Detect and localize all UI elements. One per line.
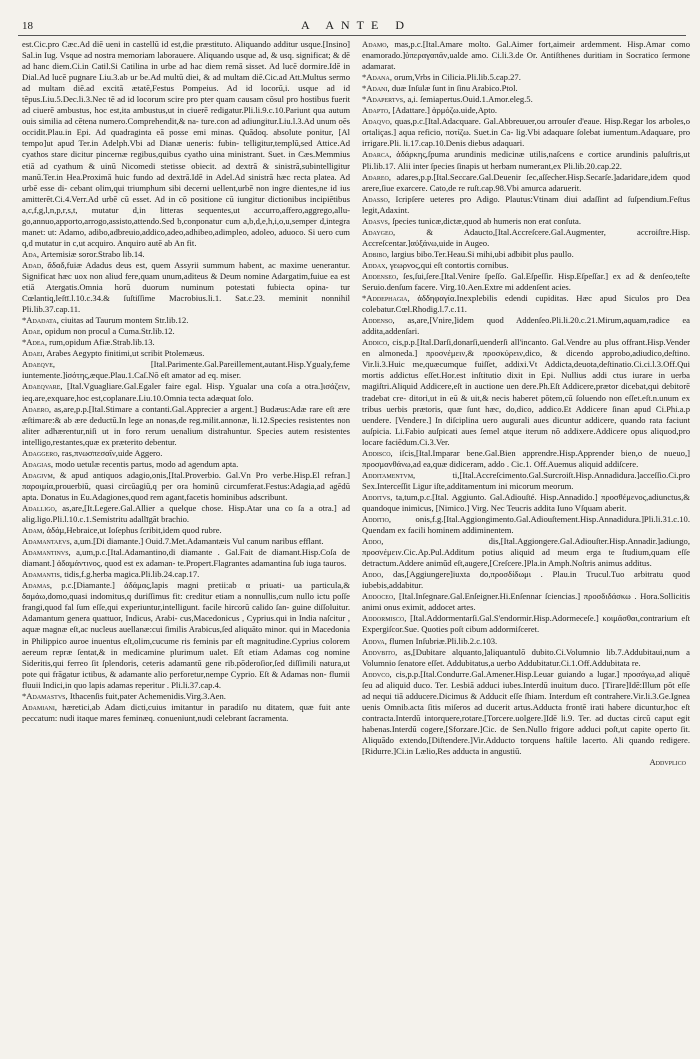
entry-headword: Adamas, xyxy=(22,580,53,591)
dictionary-entry xyxy=(22,569,350,580)
dictionary-entry xyxy=(362,271,690,293)
entry-text: est.Cic.pro Cæc.Ad diē ueni in castellū id est,die præstituto. Aliquando additur usque.[Insino] Sal.in Iug. Vsque ad nostra memoriam laborauere. Aliquando usque ad, & usq. significat; & dē ad hanc diem.Ci.in Catil.Si Catilina in urbe ad hac diem remā sisset. Ad lucē dormire.Idē in Dial.Ad lucē pugnare Liu.3.ab ur be.Ad multū diei, & ad multam diē.Cic.ad Att.Multus sermo ad multam diē.ad excitā ætatē,Festus Pompeius. Ad id locorū,i. usque ad id tēpus.Liu.5.Dec.li.3.Nec tē ad id locorum scire pro pter quam causam cōsul pro hostibus fuerit ad ciuerē ambustus, hoc est,ita ambustus,ut in ciuerē redigatur.Pli.li.9.c.10.Pariunt qua autum ouis similia ad cētena numero.Comprehendit,& na- ture.con ad adiungitur.Liu.l.3.Ad unum oēs occidit.Plau.in Epi. Ad quadraginta eā posse emi minas. Quādoq. absolute ponitur, [Al tempo]ut apud Ter.in Adelph.Vbi ad Dianæ ueneris: fubin- telligitur,templū,sed Attice.Ad cyathos stare dicitur pincernæ regibus,quibus cyatho uina ministrant. Suet. in Cæs.Memmius etiā ad cyathum & uinū Nicomedi stetisse obiecit. ad dextrā & sinistrā,subintelligitur manū.Ter.in Hea.Proximā huic fundo ad dextrā.Idē in Adel.Ad sinistrā hæc recta platea. Ad urbē esse di- cebant olim,qui triumphum sibi decerni uellent,urbē non ingre dientes,ne id ius amitterēt.Ci.4.Verr.Ad urbē cū esset. Ad in cō positione cū iungitur dictionibus incipiētibus a,c,f,g,l,n,p,r,s,t, mutatur d,in litteras sequentes,ut accurro,affero,aggrego,allu- go,annuo,apporto,arrogo,assisto,attendo.Sed b,conponatur cum a,b,d,e,h,i,o,u,semper d,integra manet: ut: Adamo, adibo,adbreuio,addico,adeo,adhibeo,adimpleo, adoleo, aduoco. Si uero cum q,d mutatur in c,ut acquiro. Anquiro autē ab An fit. xyxy=(22,39,350,248)
dictionary-entry xyxy=(22,39,350,249)
entry-text: ſpecies tunicæ,dictæ,quod ab humeris non erat conſuta. xyxy=(392,215,581,226)
entry-text: a,i. ſemiapertus.Ouid.1.Amor.eleg.5. xyxy=(407,94,533,105)
dictionary-entry xyxy=(362,194,690,216)
entry-text: ἄδαδ,fuiæ Adadus deus est, quem Assyrii summum habent, ac maxime uenerantur. Significat hæc uox non aliud fere,quam unum,aditeus & Deum nomine Adargatim,fuiue ea est etiā Atergatis.Omnia horū duorum numinum potestati fubiecta opina- tur Cœlantiq,leſtī.l.10.c.34.& ſuſtiſſime Macrobius.li.1. Sat.c.23. meminit nonnihil Pli.lib.37.cap.11. xyxy=(22,259,350,315)
entry-headword: *Adadata, xyxy=(22,315,59,326)
entry-headword: Adaqvo, xyxy=(362,116,393,127)
dictionary-entry xyxy=(22,525,350,536)
entry-text: adares,p.p.[Ital.Seccare.Gal.Deuenir ſec,aſſecher.Hisp.Secarſe.]adaridare,idem quod arere,ſiue exarcere. Cato,de re ruſt.cap.98.Vbi amurca adaruerit. xyxy=(362,171,690,193)
entry-headword: Additamentvm, xyxy=(362,469,416,480)
entry-text: γεωρνος,qui eſt contortis cornibus. xyxy=(389,259,509,270)
entry-text: hæretici,ab Adam dicti,cuius imitantur in paradiſo nu ditatem, quæ fuit ante peccatum: nudi itaque mares feminæq. conueniunt,nudi celebrant ſacramenta. xyxy=(22,701,350,723)
dictionary-entry xyxy=(362,448,690,470)
entry-headword: Adamantaevs, xyxy=(22,536,72,547)
entry-text: [Ital.Vguagliare.Gal.Egaler faire egal. Hisp. Ygualar una coſa a otra.]ισάζειν, ieq.are,exquare,hoc est,coplanare.Liu.10.Omnia tecta adæquat ſolo. xyxy=(22,381,350,403)
entry-headword: Adaygeo, xyxy=(362,226,396,237)
entry-headword: Addenseo, xyxy=(362,270,399,281)
entry-text: Arabes Aegypto finitimi,ut scribit Ptolemæus. xyxy=(46,348,205,359)
dictionary-entry xyxy=(362,569,690,591)
entry-text: as,are,[Vnire,]idem quod Addenſeo.Pli.li.20.c.21.Mirum,aquam,radice ea addita,addenſari. xyxy=(362,315,690,337)
entry-headword: Adam, xyxy=(22,525,45,536)
dictionary-entry xyxy=(362,293,690,315)
entry-headword: Adad, xyxy=(22,259,44,270)
right-column xyxy=(362,39,690,1059)
dictionary-entry xyxy=(22,536,350,547)
entry-text: [Ital.Addormentarſi.Gal.S'endormir.Hisp.Adormeceſe.] κοιμᾶσθαι,contrarium eſt Expergiſcor.Sue. Quoties poſt cibum addormiſceret. xyxy=(362,613,690,635)
entry-text: opidum non procul a Cuma.Str.lib.12. xyxy=(44,326,175,337)
entry-headword: *Adani, xyxy=(362,83,390,94)
running-title: A ANTE D xyxy=(301,18,411,32)
entry-text: [Adattare.] ἁρμόζω.uide,Apto. xyxy=(392,105,498,116)
entry-text: a,um.[Di diamante.] Ouid.7.Met.Adamantæis Vul canum naribus efflant. xyxy=(74,536,324,547)
entry-text: quas,p.c.[Ital.Adacquare. Gal.Abbreuuer,ou arrouſer d'eaue. Hisp.Regar los arboles,o ortaliças.] aqua reficio, ποτίζω. Suet.in Ca- lig.Vbi adaquare ſolebat iumentum.Adaquare, pro irrigare.Pli. li.17.cap.10.Denis diebus adaquari. xyxy=(362,116,690,149)
entry-headword: Adae, xyxy=(22,326,43,337)
dictionary-entry xyxy=(362,83,690,94)
dictionary-entry xyxy=(362,249,690,260)
entry-text: ἀδδηφαγία.Inexplebilis edendi cupiditas. Hæc apud Siculos pro Dea colebatur.Cœl.Rhodig.l.7.c.11. xyxy=(362,293,690,315)
left-column xyxy=(22,39,350,1059)
entry-headword: Adamiani, xyxy=(22,701,58,712)
dictionary-entry xyxy=(22,470,350,503)
dictionary-entry xyxy=(362,315,690,337)
entry-text: [Ital.Parimente.Gal.Pareillement,autant.Hisp.Ygualy,feme iuntemente.]ἰσότης,æque.Plau.1.Caſ.Nō eſt amator ad eq. miser. xyxy=(22,359,350,381)
entry-headword: *Addephagia, xyxy=(362,293,410,304)
entry-text: as,[Dubitare alquanto,]aliquantulō dubito.Ci.Volumnio lib.7.Addubitaui,num a Volumnio ſenatore eſſet. Addubitatus,a uerbo Addubitatur.Ci.1.Off.Addubitata re. xyxy=(362,646,690,668)
entry-headword: Addoceo, xyxy=(362,591,396,602)
dictionary-entry xyxy=(362,39,690,72)
entry-headword: Adaeqve, xyxy=(22,359,56,370)
entry-text: a,um,p.c.[Ital.Adamantino,di diamante . Gal.Fait de diamant.Hisp.Coſa de diamant.] ἀδαμάντινος, quod est ex adaman- te.Propert.Flagrantes adamantina ſub iuga tauros. xyxy=(22,547,350,569)
entry-headword: Adagias, xyxy=(22,458,54,469)
entry-headword: Additio, xyxy=(362,514,392,525)
entry-headword: Addenso, xyxy=(362,315,395,326)
entry-headword: Addo, xyxy=(362,536,384,547)
dictionary-entry xyxy=(362,260,690,271)
header-rule xyxy=(18,35,686,36)
entry-headword: *Adana, xyxy=(362,72,392,83)
entry-headword: Addisco, xyxy=(362,447,393,458)
dictionary-entry xyxy=(22,381,350,403)
dictionary-entry xyxy=(22,459,350,470)
dictionary-entry xyxy=(362,116,690,149)
dictionary-entry xyxy=(22,404,350,448)
dictionary-entry xyxy=(362,172,690,194)
dictionary-entry xyxy=(22,337,350,348)
entry-headword: Addo, xyxy=(362,569,384,580)
entry-headword: Adasso, xyxy=(362,193,391,204)
page-number: 18 xyxy=(22,20,33,32)
dictionary-entry xyxy=(362,72,690,83)
entry-text: duæ Inſulæ ſunt in ſinu Arabico.Ptol. xyxy=(391,83,518,94)
dictionary-entry xyxy=(362,227,690,249)
dictionary-entry xyxy=(362,94,690,105)
entry-headword: *Adapertvs, xyxy=(362,94,406,105)
entry-headword: *Adea, xyxy=(22,337,47,348)
entry-headword: Adasvs, xyxy=(362,215,391,226)
entry-headword: Adagivm, xyxy=(22,469,56,480)
entry-text: ſes,ſui,ſere.[Ital.Venire ſpeſſo. Gal.Eſpeſſir. Hisp.Eſpeſſar.] ex ad & denſeo,teſte Seruio.denſum facere. Virg.10.Aen.Extre mi addenſent acies. xyxy=(362,270,690,293)
dictionary-entry xyxy=(362,337,690,447)
entry-text: ἀδάρκης,ſpuma arundinis medicinæ utilis,naſcens e cortice arundinis paluſtris,ut Pli.lib.17. Alii inter ſpecies ſinapis ut herbam numerant,ex Pli.lib.20.cap.22. xyxy=(362,149,690,171)
entry-headword: Addvco, xyxy=(362,668,392,679)
entry-text: cis,p.p.[Ital.Darſi,donarſi,uenderſi all'incanto. Gal.Vendre au plus offrant.Hisp.Vender en almoneda.] προσνέμειν,& προσκύρειν,dico, & dicendo approbo,adiudico,deſtino. Vir.li.3.Huic me,quæcumque fuiſſet, addixi.Vt Addicta,deuota,deſtinatio.Ci.ci.l.3.Off.Qui mortis addictus eſſet.Hor.est inſtitutio dixit in Epi. Nullius addi ctus iurare in uerba magiſtri.Aliquid Addicere,eſt in auctione uen dere.Ph.Eſt Addicere,prætor dicebat,qui debitorē tradebat cre- ditori,ut in eū & uit,& necis haberet pŏtem,cū ſoluendo non eſſet.eſt.n.unum ex tribus uerbis prætoris, quæ ſunt hæc, do,dico, addico.Et Addicere ſinan apud Ci.Phi.a.p uendere. [Vendere.] In diſciplina uero augurali aues dicuntur addicere, quando rata faciunt auſpicia. Li.Fabio auſpicati aues ſemel atque iterum nō addixere.Addicere opus aliquod,pro locare faciēdum.Ci.3.Ver. xyxy=(362,337,690,447)
dictionary-entry xyxy=(22,326,350,337)
entry-headword: Additvs, xyxy=(362,491,393,502)
dictionary-entry xyxy=(362,492,690,514)
dictionary-entry xyxy=(362,636,690,647)
dictionary-entry xyxy=(22,702,350,724)
entry-text: ti,[Ital.Accreſcimento.Gal.Surcroiſt.Hisp.Annadidura.]acceſſio.Ci.pro Sex.Interceſſit Ligur iſte,additamentum ini micorum meorum. xyxy=(362,469,690,491)
catchword: Addvplico xyxy=(649,757,686,768)
entry-headword: Addormisco, xyxy=(362,613,407,624)
dictionary-entry xyxy=(22,691,350,702)
entry-headword: Adalligo, xyxy=(22,502,58,513)
dictionary-entry xyxy=(362,647,690,669)
entry-text: modo uetulæ recentis partus, modo ad agendum apta. xyxy=(55,458,239,469)
entry-headword: Adaei, xyxy=(22,348,45,359)
entry-text: flumen Inſubriæ.Pli.lib.2.c.103. xyxy=(389,635,498,646)
dictionary-entry xyxy=(22,359,350,381)
dictionary-entry xyxy=(362,470,690,492)
dictionary-entry xyxy=(22,249,350,260)
entry-text: Artemisiæ soror.Strabo lib.14. xyxy=(40,248,145,259)
entry-headword: Adamantinvs, xyxy=(22,547,71,558)
dictionary-entry xyxy=(22,348,350,359)
entry-headword: Adamo, xyxy=(362,39,389,49)
dictionary-entry xyxy=(362,536,690,569)
entry-headword: Addico, xyxy=(362,337,390,348)
entry-headword: Adaggero, xyxy=(22,447,60,458)
entry-text: rum,opidum Afiæ.Strab.lib.13. xyxy=(49,337,155,348)
running-head xyxy=(22,18,690,34)
entry-headword: Addvbito, xyxy=(362,646,398,657)
entry-text: largius bibo.Ter.Heau.Si mihi,ubi adbibit plus paullo. xyxy=(391,248,574,259)
dictionary-entry xyxy=(22,580,350,690)
entry-text: Ithacenſis fuit,pater Achemenidis.Virg.3.Aen. xyxy=(69,690,226,701)
entry-headword: *Adamastvs, xyxy=(22,690,68,701)
entry-text: ἀδάμ,Hebraice,ut Ioſephus ſcribit,idem quod rubre. xyxy=(46,525,222,536)
dictionary-entry xyxy=(362,613,690,635)
dictionary-entry xyxy=(22,315,350,326)
entry-text: ras,πνωσπεσαῖν,uide Aggero. xyxy=(61,447,163,458)
entry-headword: Adapto, xyxy=(362,105,391,116)
entry-text: & Adaucto,[Ital.Accreſcere.Gal.Augmenter, accroiſtre.Hisp. Accreſcentar.]αὐξάνω,uide in Augeo. xyxy=(362,226,690,248)
entry-text: as,are,[It.Legere.Gal.Allier a quelque chose. Hisp.Atar una co ſa a otra.] ad alig.ligo.Pli.l.10.c.1.Semistritu adallīgāt brachio. xyxy=(22,502,350,525)
entry-text: Icripſere ueteres pro Adigo. Plautus:Vtinam diui adaſſint ad ſuſpendium.Feſtus legit,Adaxint. xyxy=(362,193,690,215)
entry-headword: Adareo, xyxy=(362,171,392,182)
dictionary-entry xyxy=(22,503,350,525)
dictionary-entry xyxy=(22,547,350,569)
entry-text: ta,tum,p.c.[Ital. Aggiunto. Gal.Adiouſté. Hisp.Annadido.] προσθέμενος,adiunctus,& quandoque inimicus, [Nimico.] Virg. Nec Teucris addita Iuno Vſquam aberit. xyxy=(362,491,690,513)
entry-headword: Adarca, xyxy=(362,149,392,160)
entry-headword: Adamantis, xyxy=(22,569,63,580)
entry-text: ciuitas ad Taurum montem Str.lib.12. xyxy=(61,315,189,326)
dictionary-entry xyxy=(22,448,350,459)
entry-text: das,[Aggiungere]iuxta do,προσδίδωμι . Plau.in Trucul.Tuo arbitratu quod iubebis,addabitur. xyxy=(362,569,690,591)
entry-text: p.c.[Diamante.] ἀδάμας,lapis magni pretii:ab α priuati- ua particula,& δαμάω,domo,quasi indomitus,q duriſſimus fit: creditur etiam a nonnullis,cum nullo ictu poſſe frangi,quod fal ſum eſſe,qui experiuntur,intelligunt. facile hircorū calido ſan- guine diſſoluitur. Adamantum genera quattuor, Indicus, Arabi- cus,Macedonicus , Cyprius.qui in India naſcitur , aquæ magnæ eſt,ac nucleus auellanæ:cui ſimilis Arabicus,ſed aliquāto minor. qui in Macedonia in Philippico auroe inuentus eſt,olim,cucume ris feminis par eſt magnitudine.Cyprius colorem aereum repræ ſentat,& in medicamine plurimum ualet. Eſt etiam Adamas cog nomine Sideritis,qui ferreo ſit ſplendoris, ceteris adamantū gene rib.pōderoſior,ſed diſſimili natura,ut pote qui frāgatur ictibus, & adamante alio perforetur,nempe Cyprio. Eſt & Adamas non- flumii fluuii Indici,in quo lapis adamas reperitur . Pli.li.37.cap.4. xyxy=(22,580,350,690)
entry-text: mas,p.c.[Ital.Amare molto. Gal.Aimer fort,aimeir ardemment. Hisp.Amar como enamorado.]ὑπεραγαπᾶν,ualde amo. Ci.li.3.de Or. Antiſthenes duritiam in Socratico ſermone adamarat. xyxy=(362,39,690,72)
entry-text: iſcis,[Ital.Imparar bene.Gal.Bien apprendre.Hisp.Apprender bien,o de nueuo,] προσμανθάνω,ad ea,quæ didiceram, addo . Cic.1. Off.Auemus aliquid addiſcere. xyxy=(362,447,690,469)
dictionary-entry xyxy=(362,514,690,536)
entry-text: [Ital.Inſegnare.Gal.Enſeigner.Hi.Enſennar ſciencias.] προσδιδάσκω . Hora.Sollicitis animi onus eximit, addocet artes. xyxy=(362,591,690,613)
entry-text: & apud antiquos adagio,onis,[Ital.Proverbio. Gal.Vn Pro verbe.Hisp.El refran.] παροιμία,prouerbiū, quasi circūagiū,q per ora hominū circumferat.Festus:Adagia,ad agēdū apta. Donatus in Eu.Adagiones,quod rem agant,facetis hominibus adscribunt. xyxy=(22,469,350,502)
entry-headword: Adbibo, xyxy=(362,248,390,259)
dictionary-entry xyxy=(362,591,690,613)
entry-text: as,are,p.p.[Ital.Stimare a contanti.Gal.Apprecier a argent.] Budæus:Adæ rare eſt ære æſtimare:& ab ære deductū.In lege an nonas,de reg.milit.annonæ, li.12.Species resistentes non aliter adhærentur,niſi ut in foro rerum uenalium distrahuntur. Species autem resistentes intelligo,restantes,quæ ex præterito debentur. xyxy=(22,403,350,447)
entry-headword: Addva, xyxy=(362,635,387,646)
text-columns xyxy=(22,39,690,1059)
dictionary-entry xyxy=(22,260,350,315)
dictionary-entry xyxy=(362,216,690,227)
dictionary-entry xyxy=(362,149,690,171)
entry-headword: Addax, xyxy=(362,259,388,270)
entry-text: dis,[Ital.Aggiongere.Gal.Adiouſter.Hisp.Annadir.]adiungo, προσνέμειν.Cic.Ap.Pul.Additum potius aliquid ad meum erga te ſtudium,quam eſſe detractum.Addere animūd eſt,augere,[Creſcere.]Pla.in Amph.Noſtris animus additus. xyxy=(362,536,690,569)
entry-headword: Adaero, xyxy=(22,403,52,414)
entry-text: tidis,f.g.herba magica.Pli.lib.24.cap.17. xyxy=(64,569,200,580)
entry-headword: Adaeqvare, xyxy=(22,381,63,392)
entry-text: onis,f.g.[Ital.Aggiongimento.Gal.Adiouſtement.Hisp.Annadidura.]Pli.li.31.c.10. Quendam ex facili hominem addiminentem. xyxy=(362,514,690,536)
entry-text: orum,Vrbs in Cilicia.Pli.lib.5.cap.27. xyxy=(394,72,521,83)
dictionary-entry xyxy=(362,105,690,116)
entry-headword: Ada, xyxy=(22,248,40,259)
dictionary-entry xyxy=(362,669,690,757)
entry-text: cis,p.p.[Ital.Condurre.Gal.Amener.Hisp.Leuar guiando a lugar.] προσάγω,ad aliquē ſeu ad aliquid duco. Ter. Lesbiā adduci iubes.Interdū inuitum duco. [Tirare]Idē:Illum pōt eſſe ad nequi tiā adducere.Dicimus & Adducit eſſe ſhiam. Interdum eſt contrahere.Vir.li.3.Ge.Ignea uenis Omnib.acta ſitis miſeros ad ducerit artus.Adducta frontē irati habere dicuntur,hoc eſt contracta.Interdū intorquere,rotare.[Torcere.uolgere.]Idē li.9. Ter. ad ductas circū caput egit habenas.Interdū cogere,[Sforzare.]Cic. de Sen.Nullo frigore adduci poſt,ut capite operto ſit. Aliquādo extendo,[Diſtendere.]Vir.Adducto torquens haſtile lacerto. Ali quando redigere.[Ridurre.]Ci.in Lælio,Res adducta in angustiū. xyxy=(362,668,690,756)
